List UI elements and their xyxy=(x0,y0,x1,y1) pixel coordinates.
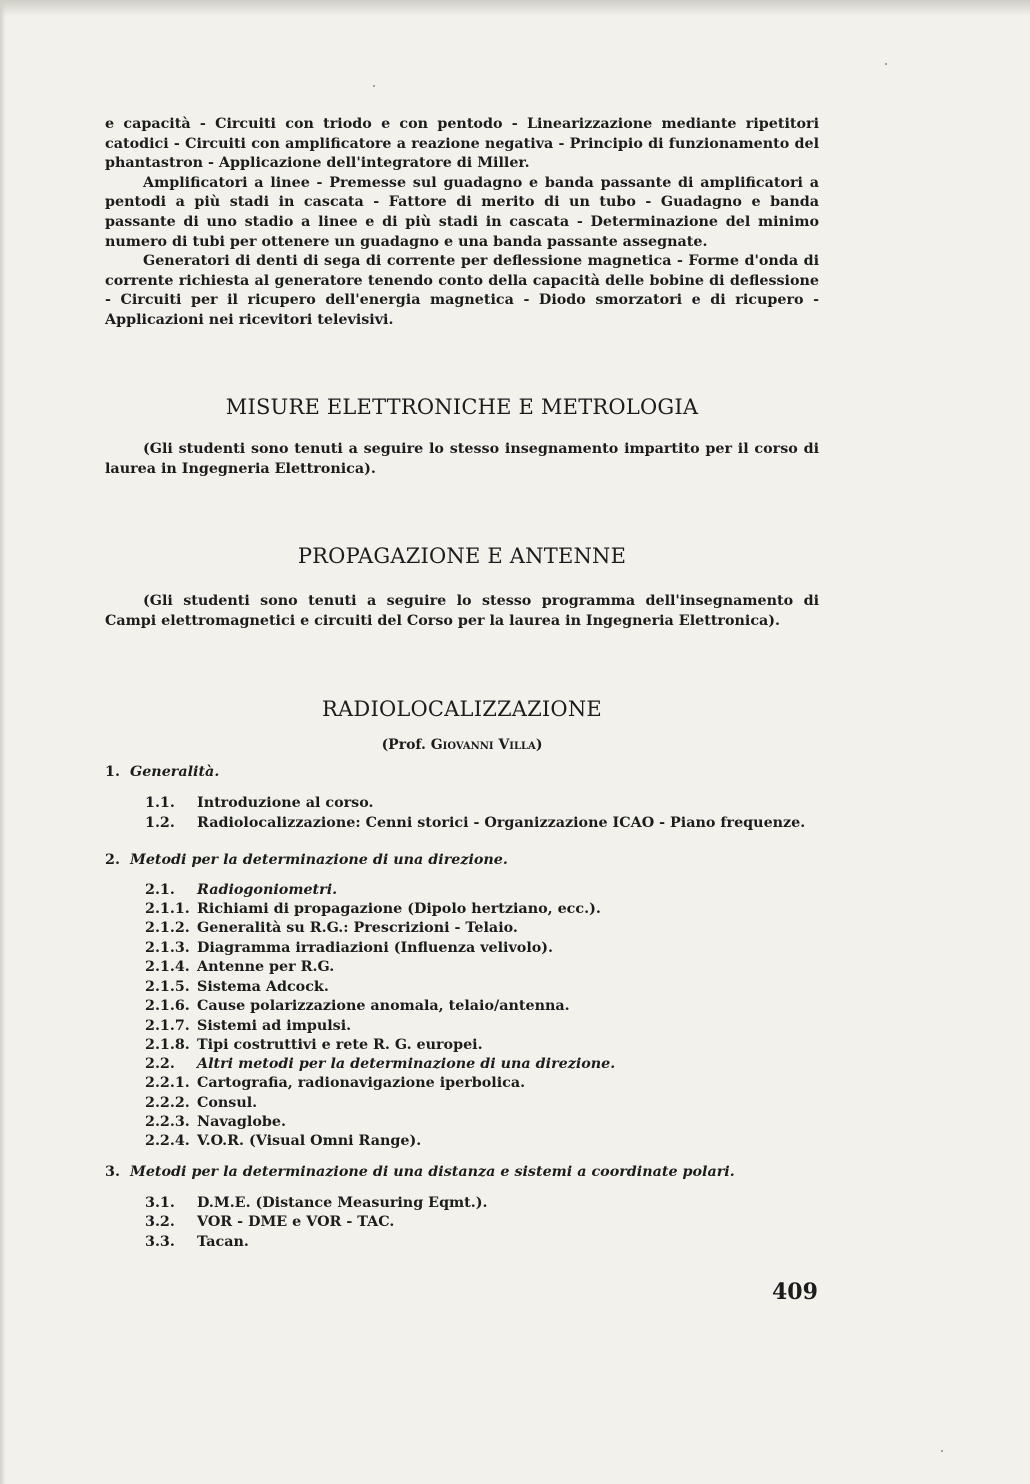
outline-number: 2.2. xyxy=(145,1056,175,1072)
outline-text: Sistemi ad impulsi. xyxy=(197,1018,352,1034)
scan-speck xyxy=(373,85,375,87)
outline-text: Antenne per R.G. xyxy=(197,959,335,975)
outline-text: Richiami di propagazione (Dipolo hertziano, ecc.). xyxy=(197,901,601,917)
professor-prefix: (Prof. xyxy=(381,737,426,753)
outline-number: 2.2.3. xyxy=(145,1114,190,1130)
outline-text: Metodi per la determinazione di una direzione. xyxy=(130,852,508,868)
professor-name: Giovanni Villa xyxy=(430,737,536,753)
outline-number: 3. xyxy=(105,1164,120,1180)
scan-shadow-top xyxy=(0,0,1030,16)
paragraph-linearizzazione: e capacità - Circuiti con triodo e con pentodo - Linearizzazione mediante ripetitori catodici - Circuiti con amplificatore a reazione negativa - Principio di funzionamento del phantastron - Applicazione dell'integratore di Miller. xyxy=(105,116,819,172)
outline-number: 2.1.8. xyxy=(145,1037,190,1053)
outline-text: Consul. xyxy=(197,1095,258,1111)
outline-number: 2.2.2. xyxy=(145,1095,190,1111)
outline-number: 2.1.5. xyxy=(145,979,190,995)
outline-number: 3.1. xyxy=(145,1195,175,1211)
outline-text: Cartografia, radionavigazione iperbolica. xyxy=(197,1075,526,1091)
outline-text: Altri metodi per la determinazione di una direzione. xyxy=(197,1056,616,1072)
outline-number: 2.1.4. xyxy=(145,959,190,975)
outline-text: Tipi costruttivi e rete R. G. europei. xyxy=(197,1037,483,1053)
outline-number: 2.1.3. xyxy=(145,940,190,956)
outline-number: 2.1.6. xyxy=(145,998,190,1014)
outline-text: VOR - DME e VOR - TAC. xyxy=(197,1214,395,1230)
section-title-propagazione: PROPAGAZIONE E ANTENNE xyxy=(297,544,627,568)
outline-text: V.O.R. (Visual Omni Range). xyxy=(197,1133,422,1149)
outline-text: Navaglobe. xyxy=(197,1114,286,1130)
outline-number: 3.3. xyxy=(145,1234,175,1250)
outline-text: Diagramma irradiazioni (Influenza velivolo). xyxy=(197,940,554,956)
section-title-radiolocalizzazione: RADIOLOCALIZZAZIONE xyxy=(322,697,602,721)
top-text-block xyxy=(105,115,819,331)
outline-number: 2. xyxy=(105,852,120,868)
outline-number: 1.1. xyxy=(145,795,175,811)
outline-number: 1.2. xyxy=(145,815,175,831)
outline-text: Generalità su R.G.: Prescrizioni - Telaio. xyxy=(197,920,518,936)
outline-text: Introduzione al corso. xyxy=(197,795,374,811)
outline-text: Sistema Adcock. xyxy=(197,979,329,995)
outline-text: Radiolocalizzazione: Cenni storici - Organizzazione ICAO - Piano frequenze. xyxy=(197,815,806,831)
scan-speck xyxy=(885,63,887,65)
scan-speck xyxy=(941,1450,943,1452)
outline-number: 2.1.2. xyxy=(145,920,190,936)
outline-text: Generalità. xyxy=(130,764,220,780)
paragraph-amplificatori-a-linee: Amplificatori a linee - Premesse sul guadagno e banda passante di amplificatori a pentodi a più stadi in cascata - Fattore di merito di un tubo - Guadagno e banda passante di uno stadio a linee e di più stadi in cascata - Determinazione del minimo numero di tubi per ottenere un guadagno e una banda passante assegnate. xyxy=(105,174,819,250)
outline-number: 2.1.7. xyxy=(145,1018,190,1034)
scan-shadow-left xyxy=(0,0,6,1484)
section-note-misure: (Gli studenti sono tenuti a seguire lo stesso insegnamento impartito per il corso di laurea in Ingegneria Elettronica). xyxy=(105,441,819,477)
outline-text: Cause polarizzazione anomala, telaio/antenna. xyxy=(197,998,570,1014)
section-note-propagazione: (Gli studenti sono tenuti a seguire lo stesso programma dell'insegnamento di Campi elettromagnetici e circuiti del Corso per la laurea in Ingegneria Elettronica). xyxy=(105,593,819,629)
outline-number: 2.2.1. xyxy=(145,1075,190,1091)
paragraph-generatori-denti-di-sega: Generatori di denti di sega di corrente per deflessione magnetica - Forme d'onda di corrente richiesta al generatore tenendo conto della capacità delle bobine di deflessione - Circuiti per il ricupero dell'energia magnetica - Diodo smorzatori e di ricupero - Applicazioni nei ricevitori televisivi. xyxy=(105,253,819,328)
outline-text: D.M.E. (Distance Measuring Eqmt.). xyxy=(197,1195,488,1211)
outline-text: Radiogoniometri. xyxy=(197,882,338,898)
outline-number: 1. xyxy=(105,764,120,780)
professor-line xyxy=(105,737,819,753)
professor-suffix: ) xyxy=(535,737,543,753)
outline-text: Tacan. xyxy=(197,1234,249,1250)
outline-text: Metodi per la determinazione di una distanza e sistemi a coordinate polari. xyxy=(130,1164,735,1180)
outline-number: 2.1. xyxy=(145,882,175,898)
section-title-misure: MISURE ELETTRONICHE E METROLOGIA xyxy=(225,395,699,419)
page-number: 409 xyxy=(772,1279,818,1305)
outline-number: 2.2.4. xyxy=(145,1133,190,1149)
outline-number: 3.2. xyxy=(145,1214,175,1230)
outline-number: 2.1.1. xyxy=(145,901,190,917)
